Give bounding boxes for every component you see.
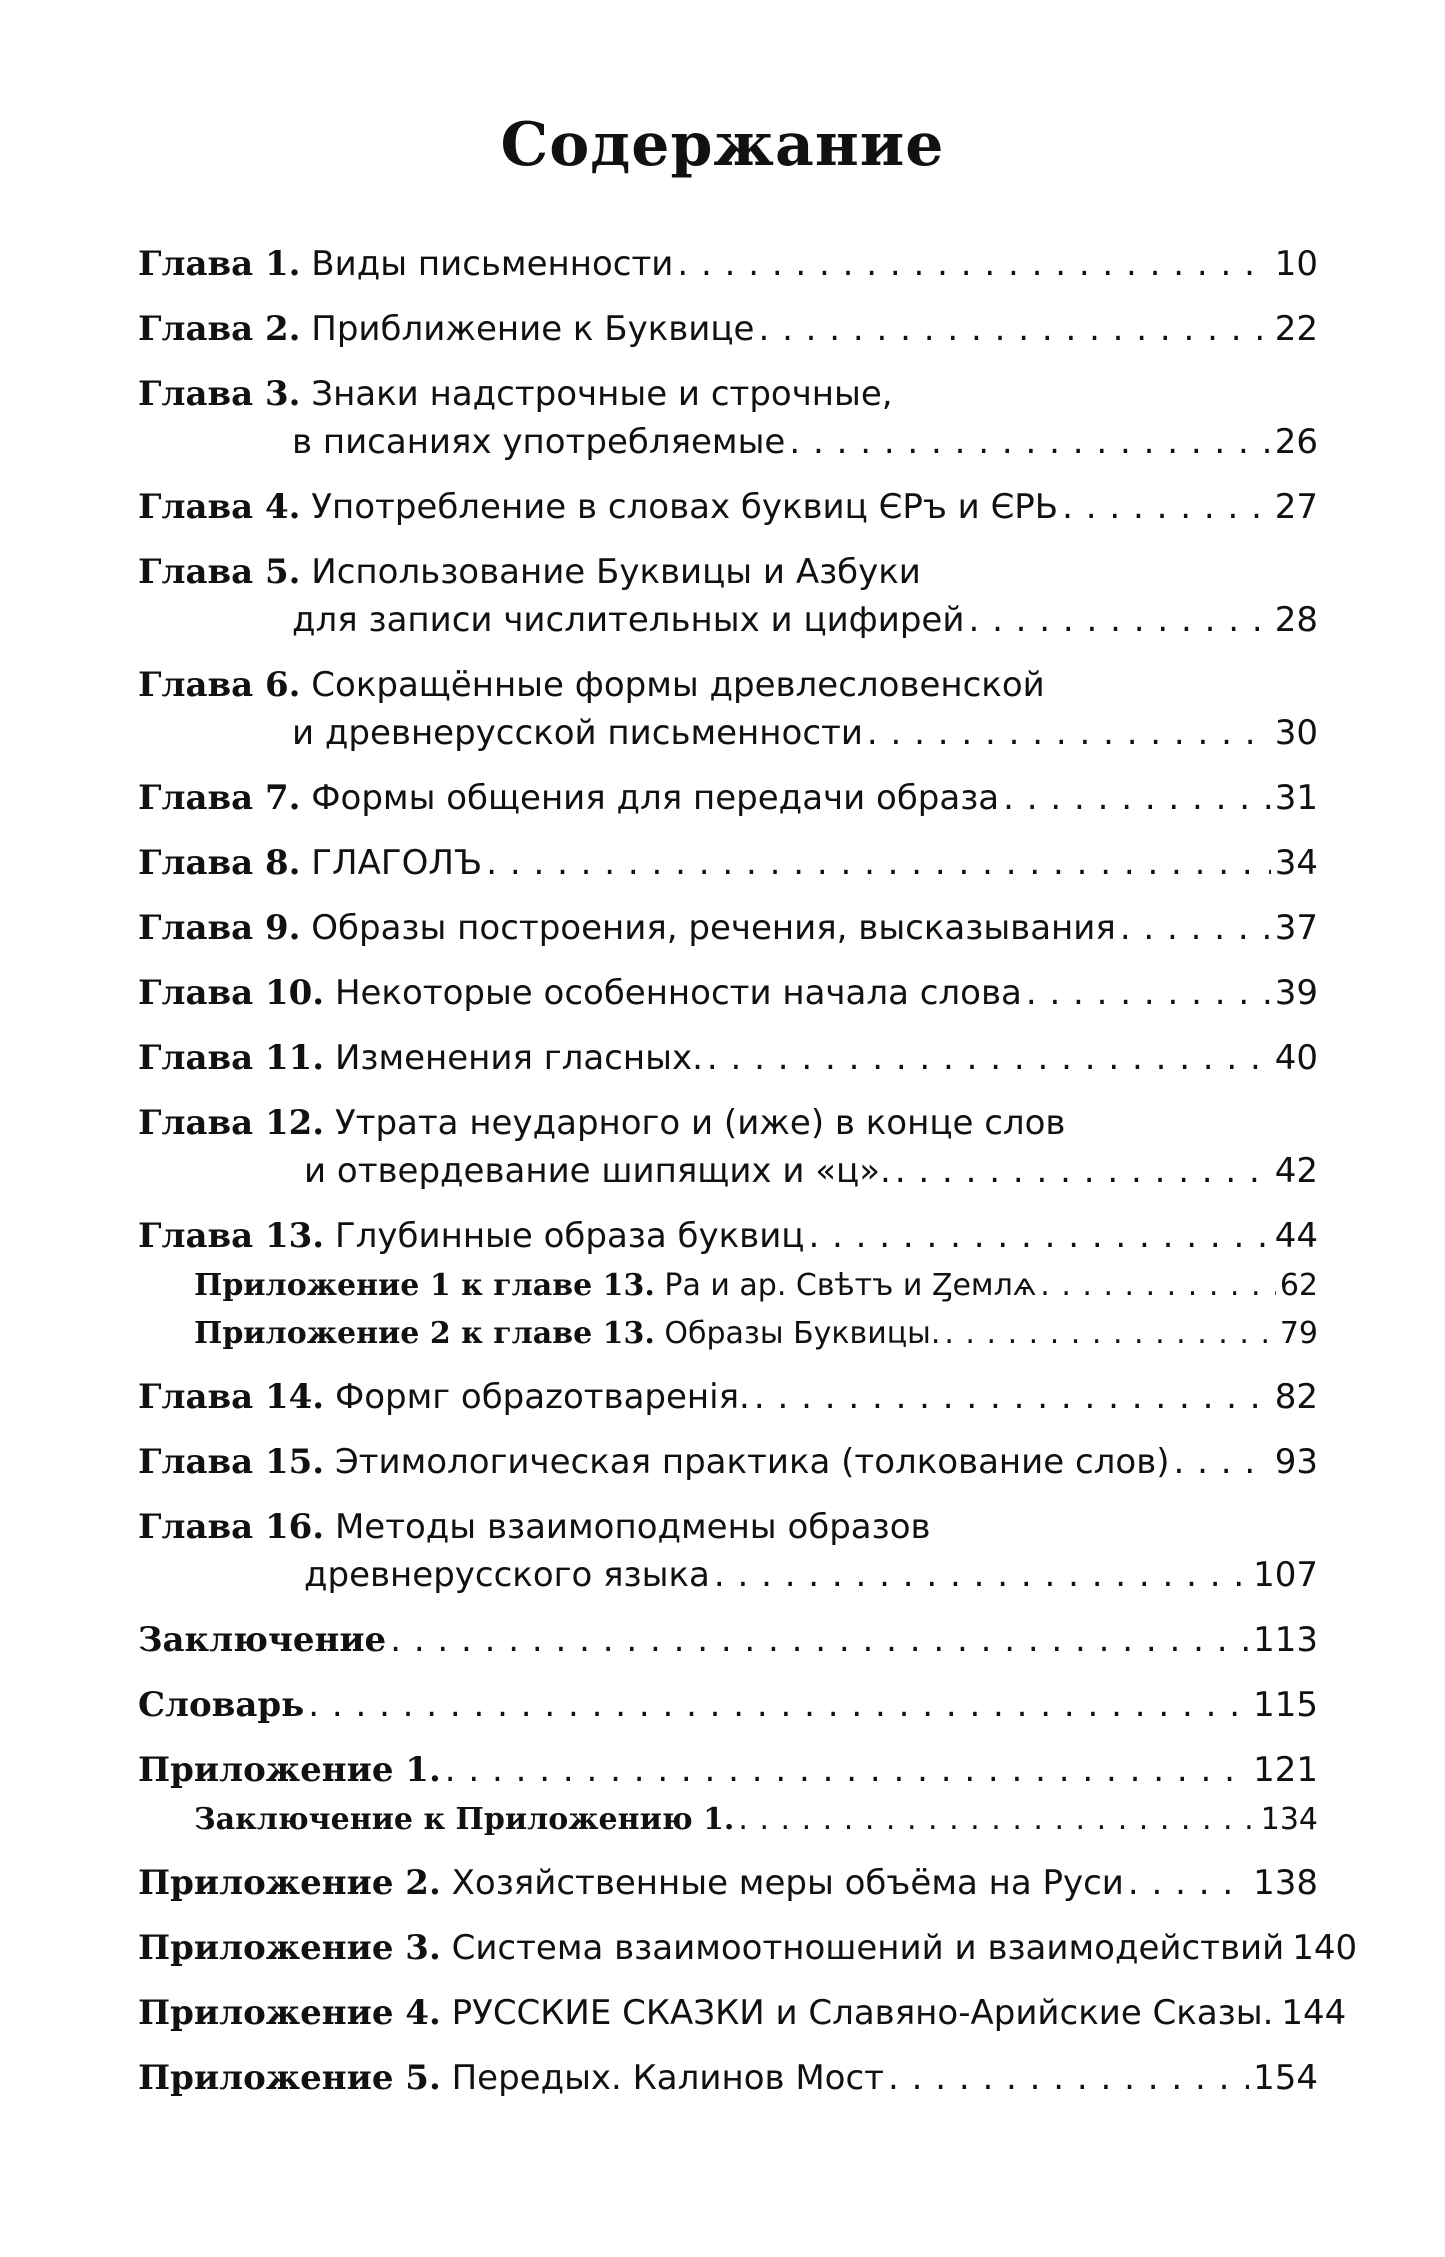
toc-text: Утрата неударного и (иже) в конце слов [334,1103,1066,1143]
dot-leader [707,1034,1271,1082]
toc-text: древнерусского языка [304,1555,710,1595]
toc-text: Приближение к Буквице [311,309,755,349]
toc-text: Формы общения для передачи образа [311,778,1000,818]
toc-entry[interactable] [138,969,1318,1017]
toc-text: и древнерусской письменности [292,713,863,753]
toc-line [138,1147,1318,1195]
toc-text: Методы взаимоподмены образов [334,1507,931,1547]
dot-leader [867,709,1271,757]
toc-line [138,774,1318,822]
dot-leader [944,1312,1275,1356]
page-number: 30 [1274,713,1318,753]
toc-text: ГЛАГОЛЪ [311,843,483,883]
toc-label: Заключение к Приложению 1. [194,1802,735,1837]
dot-leader [1003,774,1271,822]
dot-leader [1174,1438,1271,1486]
toc-text: Передых. Калинов Мост [451,2058,884,2098]
toc-label: Приложение 2 к главе 13. [194,1316,655,1351]
toc-label: Словарь [138,1685,305,1725]
toc-entry[interactable] [138,1924,1358,1972]
toc-label: Глава 8. [138,843,301,883]
toc-line [138,661,1318,709]
page-number: 40 [1274,1038,1318,1078]
page-number: 22 [1274,309,1318,349]
toc-label: Глава 9. [138,908,301,948]
toc-line [138,418,1318,466]
toc-label: Приложение 1. [138,1750,441,1790]
dot-leader [308,1681,1249,1729]
toc-text: Образы Буквицы. [664,1316,941,1351]
toc-text: Система взаимоотношений и взаимодействий [451,1928,1285,1968]
toc-line [138,1099,1318,1147]
toc-line [138,240,1318,288]
page-number: 28 [1274,600,1318,640]
toc-line [138,305,1318,353]
dot-leader [1062,483,1271,531]
dot-leader [968,596,1270,644]
toc-line [138,1859,1318,1907]
dot-leader [1128,1859,1249,1907]
toc-text: Образы построения, речения, высказывания [311,908,1116,948]
toc-label: Глава 16. [138,1507,325,1547]
page-number: 107 [1253,1555,1318,1595]
toc-label: Глава 4. [138,487,301,527]
toc-line [194,1798,1318,1842]
toc-text: и отвердевание шипящих и «ц». [304,1151,891,1191]
toc-entry[interactable] [138,483,1318,531]
page-number: 27 [1274,487,1318,527]
toc-entry[interactable] [138,1099,1318,1195]
dot-leader [888,2054,1249,2102]
toc-text: Использование Буквицы и Азбуки [311,552,921,592]
toc-text: Виды письменности [311,244,674,284]
toc-entry[interactable] [138,1616,1318,1664]
toc-line [138,1551,1318,1599]
toc-line [138,1681,1318,1729]
page-number: 140 [1292,1928,1358,1968]
dot-leader [445,1746,1249,1794]
toc-entry[interactable] [138,839,1318,887]
toc-entry[interactable] [138,904,1318,952]
toc-text: РУССКИЕ СКАЗКИ и Славяно-Арийские Сказы. [451,1993,1274,2033]
toc-text: Изменения гласных. [334,1038,703,1078]
dot-leader [789,418,1270,466]
page-number: 26 [1274,422,1318,462]
toc-entry[interactable] [138,1034,1318,1082]
toc-line [138,709,1318,757]
dot-leader [1040,1264,1276,1308]
page-number: 31 [1274,778,1318,818]
toc-text: Некоторые особенности начала слова [334,973,1022,1013]
toc-entry[interactable] [138,2054,1318,2102]
toc-label: Приложение 4. [138,1993,441,2033]
toc-line [138,1212,1318,1260]
toc-label: Глава 6. [138,665,301,705]
page-number: 62 [1279,1268,1318,1303]
toc-entry[interactable] [138,661,1318,757]
page-number: 34 [1274,843,1318,883]
toc-entry[interactable] [138,1681,1318,1729]
dot-leader [738,1798,1256,1842]
dot-leader [1026,969,1271,1017]
dot-leader [758,305,1270,353]
toc-line [194,1264,1318,1308]
toc-entry[interactable] [138,1373,1318,1421]
toc-text: Глубинные образа буквиц [334,1216,805,1256]
toc-label: Глава 10. [138,973,325,1013]
toc-entry[interactable] [138,240,1318,288]
page-number: 121 [1253,1750,1318,1790]
toc-text: для записи числительных и цифирей [292,600,965,640]
toc-label: Глава 7. [138,778,301,818]
toc-label: Приложение 2. [138,1863,441,1903]
toc-label: Глава 3. [138,374,301,414]
toc-label: Глава 15. [138,1442,325,1482]
toc-line [138,2054,1318,2102]
toc-line [138,1746,1318,1794]
page-number: 154 [1253,2058,1318,2098]
toc-text: в писаниях употребляемые [292,422,786,462]
page-number: 42 [1274,1151,1318,1191]
toc-label: Приложение 3. [138,1928,441,1968]
toc-entry[interactable] [138,1312,1318,1356]
toc-line [138,1616,1318,1664]
dot-leader [714,1551,1249,1599]
dot-leader [895,1147,1271,1195]
dot-leader [486,839,1271,887]
dot-leader [1120,904,1271,952]
toc-entry[interactable] [138,1989,1347,2037]
toc-text: Этимологическая практика (толкование слов) [334,1442,1170,1482]
toc-entry[interactable] [138,370,1318,466]
toc-entry[interactable] [138,1212,1318,1260]
toc-text: Знаки надстрочные и строчные, [311,374,893,414]
dot-leader [390,1616,1249,1664]
toc-entry[interactable] [138,1503,1318,1599]
page-number: 138 [1253,1863,1318,1903]
toc-label: Глава 1. [138,244,301,284]
page-title: Содержание [500,110,945,180]
toc-text: Сокращённые формы древлесловенской [311,665,1045,705]
dot-leader [808,1212,1270,1260]
toc-entry[interactable] [138,774,1318,822]
toc-text: Хозяйственные меры объёма на Руси [451,1863,1124,1903]
toc-line [138,548,1318,596]
toc-line [138,1034,1318,1082]
toc-text: Формг обраzотваренія. [334,1377,750,1417]
toc-label: Глава 11. [138,1038,325,1078]
toc-label: Приложение 5. [138,2058,441,2098]
toc-entry[interactable] [138,1264,1318,1308]
page-number: 134 [1260,1802,1318,1837]
page-number: 144 [1281,1993,1347,2033]
toc-line [138,483,1318,531]
toc-label: Глава 12. [138,1103,325,1143]
toc-entry[interactable] [138,305,1318,353]
page-number: 44 [1274,1216,1318,1256]
page-number: 93 [1274,1442,1318,1482]
toc-label: Глава 5. [138,552,301,592]
toc-label: Глава 14. [138,1377,325,1417]
toc-line [138,1373,1318,1421]
page-number: 82 [1274,1377,1318,1417]
toc-entry[interactable] [138,1798,1318,1842]
toc-text: Употребление в словах буквиц ЄРъ и ЄРЬ [311,487,1059,527]
toc-line [138,1438,1318,1486]
page-number: 115 [1253,1685,1318,1725]
toc-label: Приложение 1 к главе 13. [194,1268,655,1303]
page-number: 79 [1279,1316,1318,1351]
toc-line [138,1924,1358,1972]
toc-line [138,370,1318,418]
toc-line [194,1312,1318,1356]
toc-line [138,904,1318,952]
toc-label: Заключение [138,1620,387,1660]
table-of-contents [138,240,1358,2119]
toc-label: Глава 2. [138,309,301,349]
toc-line [138,969,1318,1017]
toc-entry[interactable] [138,1859,1318,1907]
toc-line [138,1989,1347,2037]
toc-line [138,839,1318,887]
toc-label: Глава 13. [138,1216,325,1256]
page-number: 10 [1274,244,1318,284]
toc-entry[interactable] [138,1746,1318,1794]
toc-entry[interactable] [138,548,1318,644]
toc-text: Ра и ар. Свѣтъ и Ȥемлѧ [664,1268,1037,1303]
dot-leader [677,240,1270,288]
page-number: 113 [1253,1620,1318,1660]
toc-line [138,596,1318,644]
toc-entry[interactable] [138,1438,1318,1486]
dot-leader [754,1373,1271,1421]
page-number: 39 [1274,973,1318,1013]
page-number: 37 [1274,908,1318,948]
toc-line [138,1503,1318,1551]
